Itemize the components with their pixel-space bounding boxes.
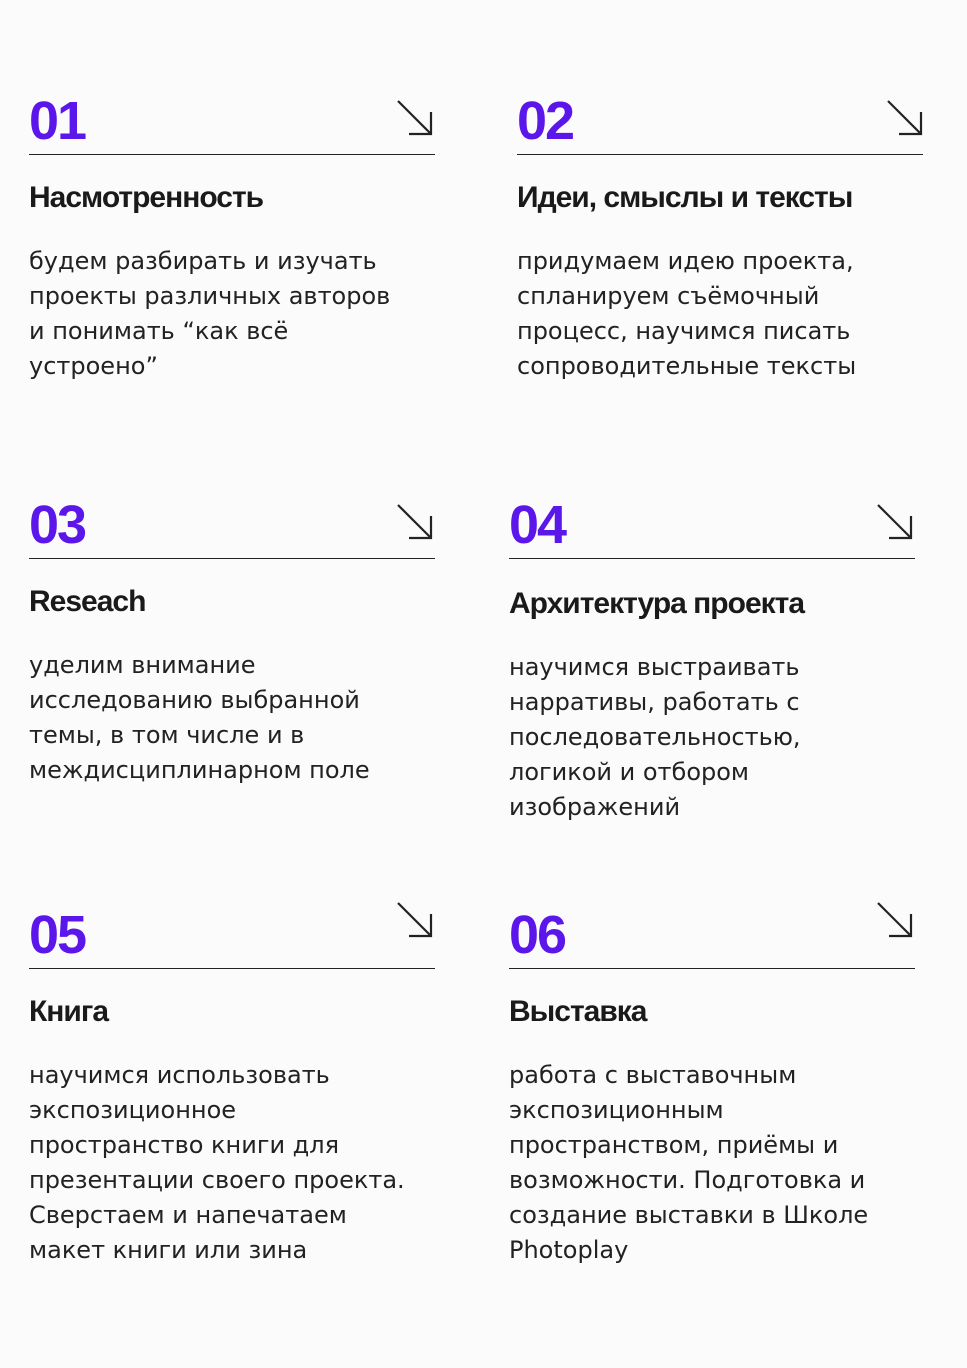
card-description: [29, 244, 439, 384]
description-line: научимся использовать: [29, 1061, 330, 1089]
card-description: [29, 648, 439, 788]
description-line: устроено”: [29, 352, 158, 380]
description-line: пространство книги для: [29, 1131, 340, 1159]
description-line: междисциплинарном поле: [29, 756, 370, 784]
card-title: Reseach: [29, 585, 146, 618]
divider: [29, 154, 435, 155]
divider: [517, 154, 923, 155]
card-number: 05: [29, 905, 86, 965]
card-description: [29, 1058, 439, 1268]
card-title: Выставка: [509, 995, 647, 1028]
arrow-down-right-icon: [885, 98, 925, 138]
divider: [29, 558, 435, 559]
description-line: проекты различных авторов: [29, 282, 391, 310]
divider: [509, 968, 915, 969]
description-line: будем разбирать и изучать: [29, 247, 377, 275]
description-line: темы, в том числе и в: [29, 721, 305, 749]
description-line: спланируем съёмочный: [517, 282, 820, 310]
description-line: научимся выстраивать: [509, 653, 800, 681]
card-description: [509, 1058, 919, 1268]
description-line: экспозиционным: [509, 1096, 724, 1124]
card-number: 04: [509, 495, 566, 555]
description-line: создание выставки в Школе: [509, 1201, 869, 1229]
card-description: [509, 650, 919, 825]
description-line: уделим внимание: [29, 651, 256, 679]
divider: [509, 558, 915, 559]
card-title: Идеи, смыслы и тексты: [517, 181, 853, 214]
arrow-down-right-icon: [875, 502, 915, 542]
card-title: Книга: [29, 995, 109, 1028]
card-number: 03: [29, 495, 86, 555]
card-description: [517, 244, 927, 384]
card-number: 06: [509, 905, 566, 965]
description-line: последовательностью,: [509, 723, 801, 751]
description-line: пространством, приёмы и: [509, 1131, 839, 1159]
arrow-down-right-icon: [395, 502, 435, 542]
arrow-down-right-icon: [395, 98, 435, 138]
description-line: логикой и отбором: [509, 758, 750, 786]
arrow-down-right-icon: [875, 900, 915, 940]
description-line: сопроводительные тексты: [517, 352, 857, 380]
description-line: исследованию выбранной: [29, 686, 360, 714]
description-line: работа с выставочным: [509, 1061, 797, 1089]
description-line: Сверстаем и напечатаем: [29, 1201, 347, 1229]
description-line: презентации своего проекта.: [29, 1166, 405, 1194]
description-line: и понимать “как всё: [29, 317, 289, 345]
arrow-down-right-icon: [395, 900, 435, 940]
description-line: макет книги или зина: [29, 1236, 308, 1264]
description-line: экспозиционное: [29, 1096, 237, 1124]
divider: [29, 968, 435, 969]
card-title: Архитектура проекта: [509, 587, 805, 620]
card-number: 01: [29, 91, 86, 151]
description-line: нарративы, работать с: [509, 688, 800, 716]
description-line: процесс, научимся писать: [517, 317, 851, 345]
description-line: изображений: [509, 793, 681, 821]
description-line: возможности. Подготовка и: [509, 1166, 866, 1194]
card-number: 02: [517, 91, 574, 151]
description-line: придумаем идею проекта,: [517, 247, 854, 275]
card-title: Насмотренность: [29, 181, 264, 214]
description-line: Photoplay: [509, 1236, 629, 1264]
